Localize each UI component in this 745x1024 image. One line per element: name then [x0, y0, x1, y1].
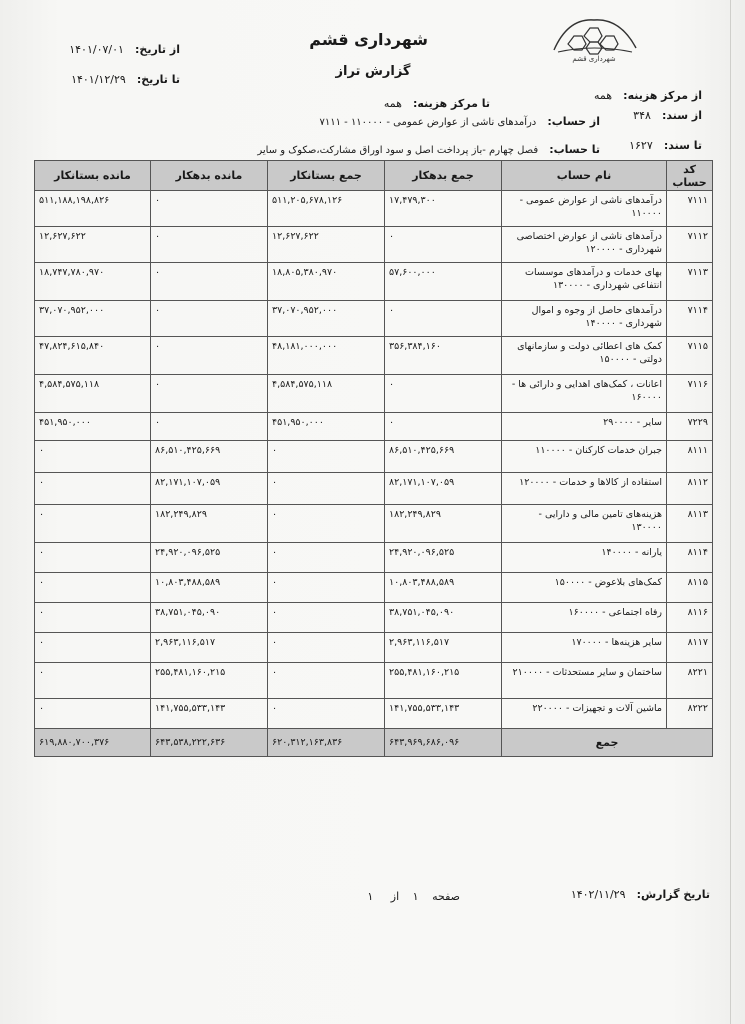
- table-body: [35, 191, 713, 757]
- cell-balance-debit: ۰: [151, 263, 268, 301]
- cell-total-debit: ۰: [385, 375, 502, 413]
- cell-account-code: ۸۱۱۶: [667, 603, 713, 633]
- cell-balance-credit: ۰: [35, 441, 151, 473]
- cell-total-credit: ۰: [268, 543, 385, 573]
- cell-account-code: ۷۱۱۴: [667, 301, 713, 337]
- from-account-label: از حساب:: [547, 115, 600, 128]
- report-date-value: ۱۴۰۲/۱۱/۲۹: [570, 888, 626, 901]
- to-account-row: [240, 138, 600, 157]
- table-row: [35, 375, 713, 413]
- municipality-logo: [548, 14, 640, 64]
- cell-total-debit: ۲,۹۶۳,۱۱۶,۵۱۷: [385, 633, 502, 663]
- cell-balance-credit: ۵۱۱,۱۸۸,۱۹۸,۸۲۶: [35, 191, 151, 227]
- total-sum-balance-credit: ۶۱۹,۸۸۰,۷۰۰,۳۷۶: [35, 729, 151, 757]
- total-sum-balance-debit: ۶۴۳,۵۳۸,۲۲۲,۶۳۶: [151, 729, 268, 757]
- page-number: [320, 890, 460, 903]
- cell-account-name: هزینه‌های تامین مالی و دارایی - ۱۳۰۰۰۰: [502, 505, 667, 543]
- table-row: [35, 573, 713, 603]
- table-row: [35, 633, 713, 663]
- header-account-name: نام حساب: [502, 161, 667, 191]
- cell-balance-debit: ۰: [151, 227, 268, 263]
- cell-total-credit: ۰: [268, 573, 385, 603]
- cell-balance-credit: ۴۷,۸۲۴,۶۱۵,۸۴۰: [35, 337, 151, 375]
- cell-total-credit: ۴,۵۸۴,۵۷۵,۱۱۸: [268, 375, 385, 413]
- cell-account-code: ۷۲۲۹: [667, 413, 713, 441]
- to-date-label: تا تاریخ:: [136, 73, 180, 86]
- cell-total-credit: ۳۷,۰۷۰,۹۵۲,۰۰۰: [268, 301, 385, 337]
- table-row: [35, 543, 713, 573]
- cell-account-code: ۸۱۱۲: [667, 473, 713, 505]
- header-balance-debit: مانده بدهکار: [151, 161, 268, 191]
- cell-total-debit: ۲۴,۹۲۰,۰۹۶,۵۲۵: [385, 543, 502, 573]
- org-title: شهرداری قشم: [309, 30, 428, 49]
- total-sum-credit: ۶۲۰,۳۱۲,۱۶۳,۸۳۶: [268, 729, 385, 757]
- cell-account-code: ۸۱۱۱: [667, 441, 713, 473]
- to-account-value: فصل چهارم -باز پرداخت اصل و سود اوراق مشارکت،صکوک و سایر: [257, 145, 539, 156]
- cell-account-code: ۸۱۱۴: [667, 543, 713, 573]
- cell-account-name: درآمدهای ناشی از عوارض اختصاصی شهرداری - ۱۲۰۰۰۰: [502, 227, 667, 263]
- cell-balance-credit: ۰: [35, 473, 151, 505]
- cell-balance-credit: ۰: [35, 699, 151, 729]
- cell-total-credit: ۰: [268, 603, 385, 633]
- header-total-debit: جمع بدهکار: [385, 161, 502, 191]
- cell-balance-credit: ۱۸,۷۴۷,۷۸۰,۹۷۰: [35, 263, 151, 301]
- cell-account-code: ۷۱۱۱: [667, 191, 713, 227]
- header-account-code: کد حساب: [667, 161, 713, 191]
- table-row: [35, 191, 713, 227]
- cell-total-debit: ۱۰,۸۰۳,۴۸۸,۵۸۹: [385, 573, 502, 603]
- table-row: [35, 505, 713, 543]
- cell-account-code: ۷۱۱۶: [667, 375, 713, 413]
- to-account-label: تا حساب:: [549, 143, 600, 156]
- cell-balance-debit: ۰: [151, 413, 268, 441]
- table-total-row: [35, 729, 713, 757]
- cell-account-name: سایر - ۲۹۰۰۰۰: [502, 413, 667, 441]
- cell-balance-debit: ۰: [151, 301, 268, 337]
- cell-total-debit: ۰: [385, 413, 502, 441]
- cell-account-name: یارانه - ۱۴۰۰۰۰: [502, 543, 667, 573]
- cell-account-name: ساختمان و سایر مستحدثات - ۲۱۰۰۰۰: [502, 663, 667, 699]
- to-doc-label: تا سند:: [663, 139, 702, 152]
- cell-total-credit: ۵۱۱,۲۰۵,۶۷۸,۱۲۶: [268, 191, 385, 227]
- cell-total-debit: ۸۶,۵۱۰,۴۲۵,۶۶۹: [385, 441, 502, 473]
- cell-account-code: ۷۱۱۲: [667, 227, 713, 263]
- balance-table: [34, 160, 713, 757]
- to-cost-center-row: [330, 92, 490, 111]
- report-date-row: [560, 883, 710, 902]
- table-row: [35, 441, 713, 473]
- table-row: [35, 263, 713, 301]
- cell-total-credit: ۰: [268, 633, 385, 663]
- cell-account-name: کمک های اعطائی دولت و سازمانهای دولتی - ۱۵۰۰۰۰: [502, 337, 667, 375]
- cell-balance-debit: ۱۰,۸۰۳,۴۸۸,۵۸۹: [151, 573, 268, 603]
- cell-total-debit: ۱۷,۴۷۹,۳۰۰: [385, 191, 502, 227]
- from-date-row: [60, 38, 180, 57]
- cell-balance-debit: ۱۴۱,۷۵۵,۵۳۳,۱۴۳: [151, 699, 268, 729]
- from-cost-center-label: از مرکز هزینه:: [623, 89, 702, 102]
- cell-balance-credit: ۰: [35, 505, 151, 543]
- cell-total-debit: ۲۵۵,۴۸۱,۱۶۰,۲۱۵: [385, 663, 502, 699]
- table-row: [35, 413, 713, 441]
- cell-balance-debit: ۸۶,۵۱۰,۴۲۵,۶۶۹: [151, 441, 268, 473]
- cell-total-debit: ۱۴۱,۷۵۵,۵۳۳,۱۴۳: [385, 699, 502, 729]
- cell-account-code: ۸۱۱۵: [667, 573, 713, 603]
- from-cost-center-value: همه: [594, 89, 613, 102]
- cell-total-credit: ۰: [268, 441, 385, 473]
- table-header-row: [35, 161, 713, 191]
- page-of: از: [390, 890, 400, 903]
- to-cost-center-value: همه: [383, 97, 402, 110]
- cell-balance-credit: ۰: [35, 663, 151, 699]
- to-date-value: ۱۴۰۱/۱۲/۲۹: [71, 73, 126, 86]
- cell-total-debit: ۳۵۶,۳۸۴,۱۶۰: [385, 337, 502, 375]
- cell-account-code: ۷۱۱۵: [667, 337, 713, 375]
- cell-total-credit: ۰: [268, 699, 385, 729]
- table-row: [35, 337, 713, 375]
- page-total: ۱: [367, 890, 374, 903]
- logo-caption: شهرداری قشم: [572, 55, 616, 63]
- cell-balance-debit: ۰: [151, 375, 268, 413]
- cell-balance-credit: ۴۵۱,۹۵۰,۰۰۰: [35, 413, 151, 441]
- header-total-credit: جمع بستانکار: [268, 161, 385, 191]
- cell-account-name: ماشین آلات و تجهیزات - ۲۲۰۰۰۰: [502, 699, 667, 729]
- cell-balance-credit: ۰: [35, 633, 151, 663]
- header-balance-credit: مانده بستانکار: [35, 161, 151, 191]
- cell-account-name: استفاده از کالاها و خدمات - ۱۲۰۰۰۰: [502, 473, 667, 505]
- cell-balance-credit: ۱۲,۶۲۷,۶۲۲: [35, 227, 151, 263]
- cell-total-debit: ۰: [385, 227, 502, 263]
- cell-total-debit: ۵۷,۶۰۰,۰۰۰: [385, 263, 502, 301]
- cell-account-name: درآمدهای ناشی از عوارض عمومی - ۱۱۰۰۰۰: [502, 191, 667, 227]
- from-date-label: از تاریخ:: [135, 43, 180, 56]
- table-row: [35, 227, 713, 263]
- cell-total-debit: ۰: [385, 301, 502, 337]
- cell-balance-debit: ۳۸,۷۵۱,۰۴۵,۰۹۰: [151, 603, 268, 633]
- cell-balance-debit: ۲۴,۹۲۰,۰۹۶,۵۲۵: [151, 543, 268, 573]
- cell-account-name: اعانات ، کمک‌های اهدایی و دارائی ها - ۱۶۰۰۰۰: [502, 375, 667, 413]
- cell-total-credit: ۱۸,۸۰۵,۳۸۰,۹۷۰: [268, 263, 385, 301]
- from-doc-label: از سند:: [662, 109, 702, 122]
- cell-account-code: ۸۲۲۱: [667, 663, 713, 699]
- table-row: [35, 603, 713, 633]
- cell-account-code: ۸۱۱۷: [667, 633, 713, 663]
- cell-account-name: کمک‌های بلاعوض - ۱۵۰۰۰۰: [502, 573, 667, 603]
- to-date-row: [60, 68, 180, 87]
- cell-balance-credit: ۰: [35, 573, 151, 603]
- total-sum-debit: ۶۴۳,۹۶۹,۶۸۶,۰۹۶: [385, 729, 502, 757]
- cell-total-debit: ۳۸,۷۵۱,۰۴۵,۰۹۰: [385, 603, 502, 633]
- cell-account-name: رفاه اجتماعی - ۱۶۰۰۰۰: [502, 603, 667, 633]
- from-doc-value: ۳۴۸: [633, 109, 651, 122]
- cell-balance-credit: ۴,۵۸۴,۵۷۵,۱۱۸: [35, 375, 151, 413]
- cell-balance-credit: ۰: [35, 543, 151, 573]
- to-cost-center-label: تا مرکز هزینه:: [413, 97, 490, 110]
- cell-account-name: سایر هزینه‌ها - ۱۷۰۰۰۰: [502, 633, 667, 663]
- report-date-label: تاریخ گزارش:: [636, 888, 710, 901]
- cell-total-credit: ۰: [268, 505, 385, 543]
- cell-total-credit: ۴۵۱,۹۵۰,۰۰۰: [268, 413, 385, 441]
- page-current: ۱: [412, 890, 419, 903]
- cell-account-name: درآمدهای حاصل از وجوه و اموال شهرداری - ۱۴۰۰۰۰: [502, 301, 667, 337]
- from-cost-center-row: [560, 84, 702, 103]
- table-row: [35, 699, 713, 729]
- to-doc-value: ۱۶۲۷: [629, 139, 653, 152]
- page-edge: [730, 0, 731, 1024]
- cell-balance-credit: ۳۷,۰۷۰,۹۵۲,۰۰۰: [35, 301, 151, 337]
- cell-balance-debit: ۰: [151, 337, 268, 375]
- cell-balance-debit: ۲,۹۶۳,۱۱۶,۵۱۷: [151, 633, 268, 663]
- cell-balance-debit: ۱۸۲,۲۴۹,۸۲۹: [151, 505, 268, 543]
- total-label: جمع: [502, 729, 713, 757]
- from-account-row: [260, 110, 600, 129]
- cell-total-credit: ۴۸,۱۸۱,۰۰۰,۰۰۰: [268, 337, 385, 375]
- cell-balance-debit: ۰: [151, 191, 268, 227]
- cell-account-code: ۸۲۲۲: [667, 699, 713, 729]
- cell-balance-credit: ۰: [35, 603, 151, 633]
- from-account-value: درآمدهای ناشی از عوارض عمومی - ۱۱۰۰۰۰ - ۷۱۱۱: [319, 117, 537, 128]
- page-label: صفحه: [432, 890, 460, 903]
- report-title: گزارش تراز: [335, 64, 411, 79]
- cell-total-debit: ۱۸۲,۲۴۹,۸۲۹: [385, 505, 502, 543]
- from-date-value: ۱۴۰۱/۰۷/۰۱: [69, 43, 124, 56]
- cell-account-name: بهای خدمات و درآمدهای موسسات انتفاعی شهرداری - ۱۳۰۰۰۰: [502, 263, 667, 301]
- cell-balance-debit: ۲۵۵,۴۸۱,۱۶۰,۲۱۵: [151, 663, 268, 699]
- cell-balance-debit: ۸۲,۱۷۱,۱۰۷,۰۵۹: [151, 473, 268, 505]
- cell-account-code: ۸۱۱۳: [667, 505, 713, 543]
- cell-total-credit: ۰: [268, 473, 385, 505]
- table-row: [35, 473, 713, 505]
- cell-account-code: ۷۱۱۳: [667, 263, 713, 301]
- cell-total-credit: ۱۲,۶۲۷,۶۲۲: [268, 227, 385, 263]
- cell-account-name: جبران خدمات کارکنان - ۱۱۰۰۰۰: [502, 441, 667, 473]
- cell-total-credit: ۰: [268, 663, 385, 699]
- table-row: [35, 301, 713, 337]
- table-row: [35, 663, 713, 699]
- cell-total-debit: ۸۲,۱۷۱,۱۰۷,۰۵۹: [385, 473, 502, 505]
